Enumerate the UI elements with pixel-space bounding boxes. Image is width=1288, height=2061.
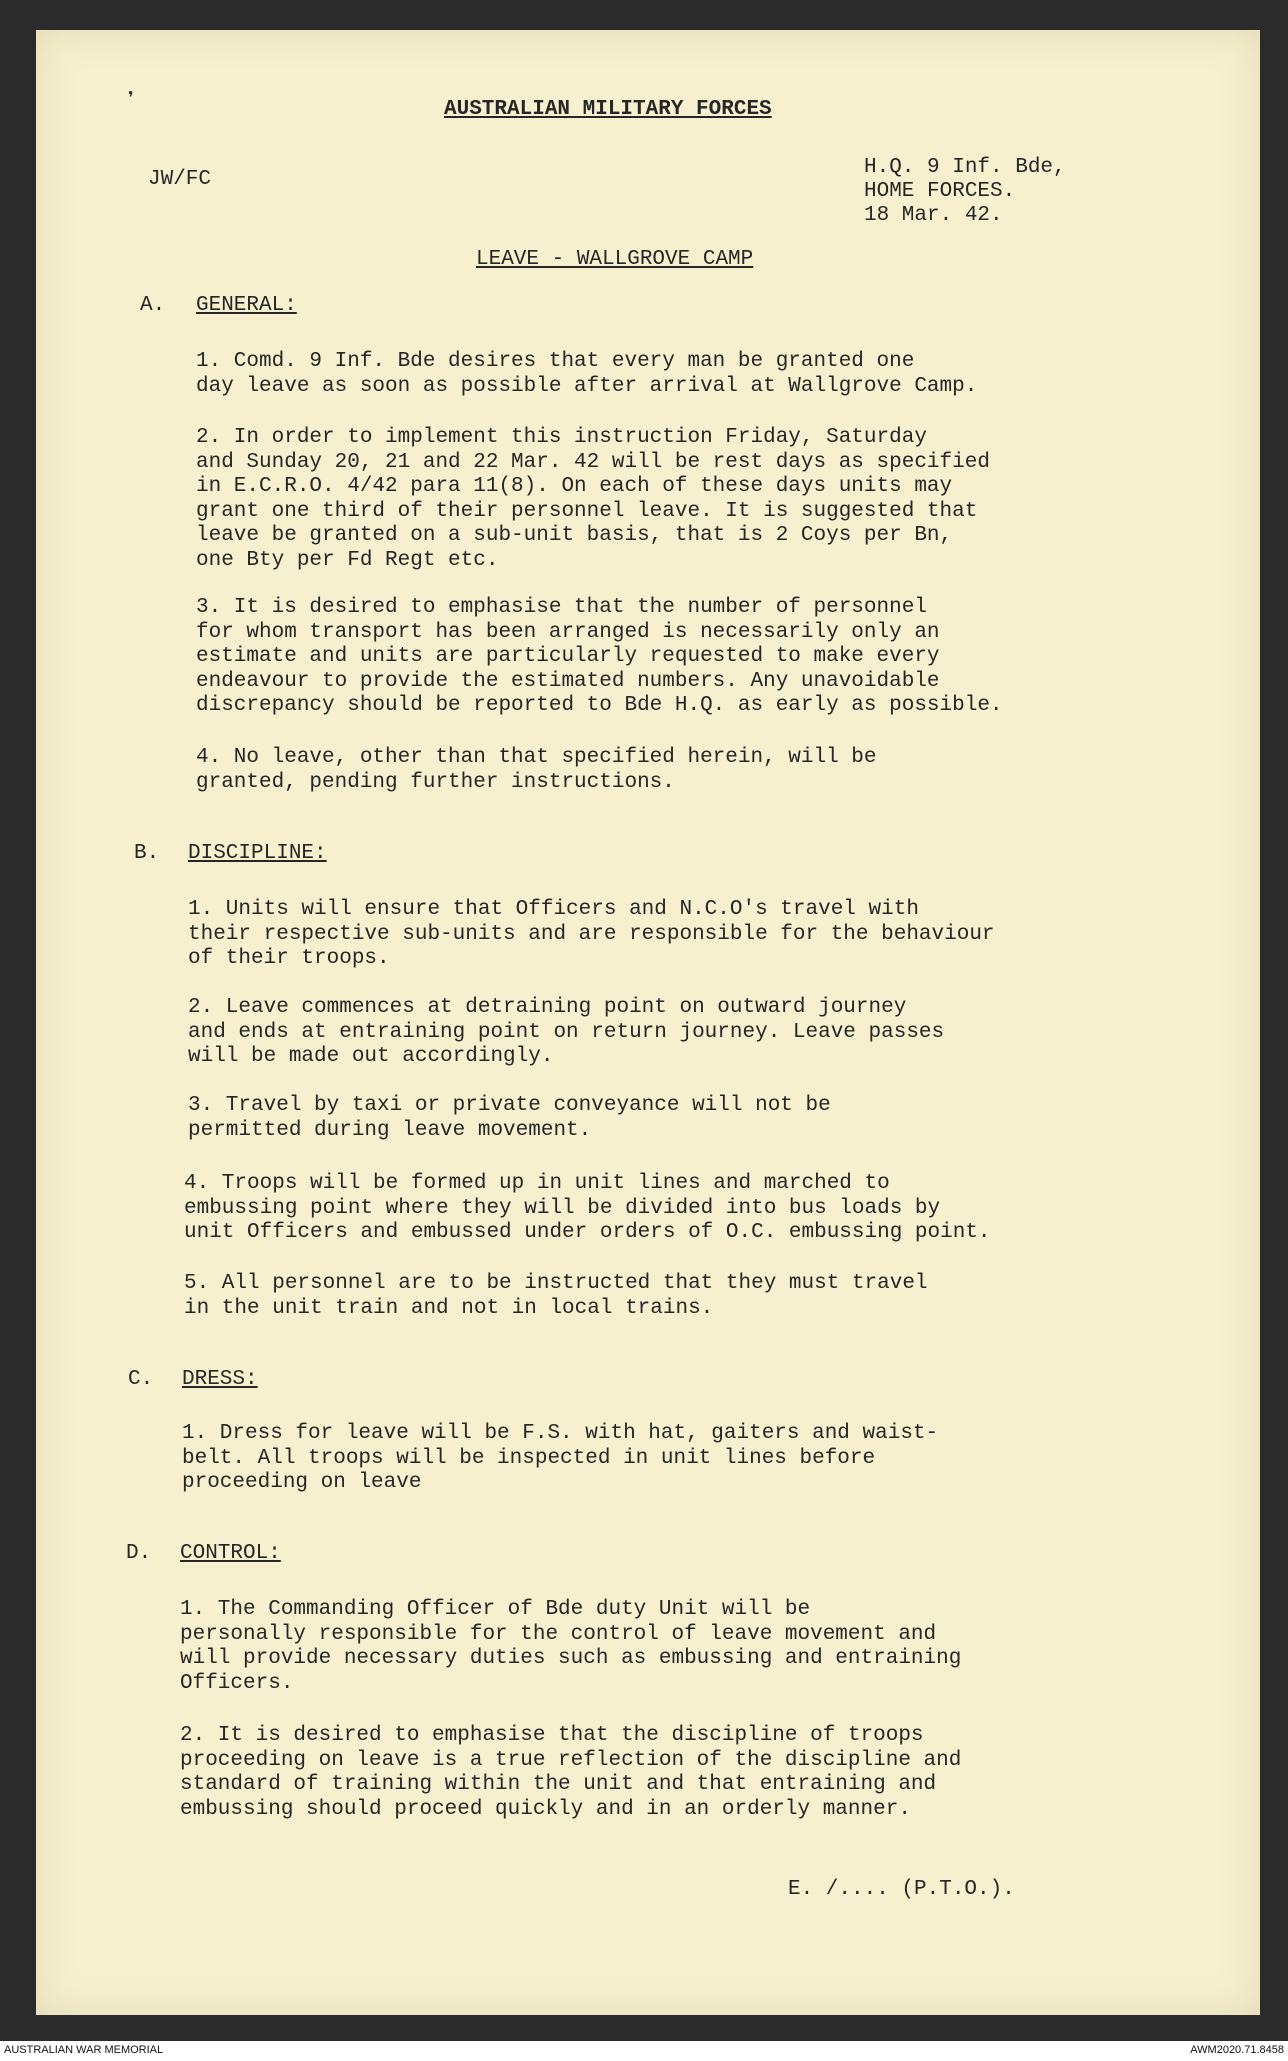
section-b-heading: DISCIPLINE:: [188, 842, 327, 865]
document-page: [36, 30, 1260, 2015]
document-title: AUSTRALIAN MILITARY FORCES: [444, 98, 772, 121]
reference-code: JW/FC: [148, 168, 212, 191]
section-a-letter: A.: [140, 294, 166, 317]
section-b-para-2: 2. Leave commences at detraining point on outward journey and ends at entraining point on return journey. Leave passes will be made out accordingly.: [188, 996, 945, 1068]
hq-line-2: HOME FORCES.: [864, 180, 1016, 203]
section-a-para-3: 3. It is desired to emphasise that the number of personnel for whom transport has been arranged is necessarily only an estimate and units are particularly requested to make every endeavour to provide the estimated numbers. Any unavoidable discrepancy should be reported to Bde H.Q. as early as possible.: [196, 596, 1003, 717]
archive-caption-right: AWM2020.71.8458: [1190, 2044, 1284, 2056]
section-a-para-1: 1. Comd. 9 Inf. Bde desires that every man be granted one day leave as soon as possible after arrival at Wallgrove Camp.: [196, 350, 978, 398]
section-c-letter: C.: [128, 1368, 154, 1391]
section-b-para-4: 4. Troops will be formed up in unit lines and marched to embussing point where they will be divided into bus loads by unit Officers and embussed under orders of O.C. embussing point.: [184, 1172, 991, 1244]
section-c-heading: DRESS:: [182, 1368, 258, 1391]
page-footer-pto: E. /.... (P.T.O.).: [788, 1878, 1015, 1901]
page-mark: ❜: [124, 89, 138, 114]
section-d-letter: D.: [126, 1542, 152, 1565]
document-subject: LEAVE - WALLGROVE CAMP: [476, 248, 754, 271]
section-a-para-2: 2. In order to implement this instruction Friday, Saturday and Sunday 20, 21 and 22 Mar. 42 will be rest days as specified in E.C.R.O. 4/42 para 11(8). On each of these days units may grant one third of their personnel leave. It is suggested that leave be granted on a sub-unit basis, that is 2 Coys per Bn, one Bty per Fd Regt etc.: [196, 426, 990, 572]
section-b-para-3: 3. Travel by taxi or private conveyance will not be permitted during leave movement.: [188, 1094, 831, 1142]
section-a-heading: GENERAL:: [196, 294, 297, 317]
section-b-letter: B.: [134, 842, 160, 865]
section-b-para-5: 5. All personnel are to be instructed that they must travel in the unit train and not in local trains.: [184, 1272, 928, 1320]
section-c-para-1: 1. Dress for leave will be F.S. with hat, gaiters and waist- belt. All troops will be inspected in unit lines before proceeding on leave: [182, 1422, 939, 1494]
section-d-heading: CONTROL:: [180, 1542, 281, 1565]
section-b-para-1: 1. Units will ensure that Officers and N.C.O's travel with their respective sub-units and are responsible for the behaviour of their troops.: [188, 898, 995, 970]
hq-line-1: H.Q. 9 Inf. Bde,: [864, 156, 1066, 179]
section-d-para-2: 2. It is desired to emphasise that the discipline of troops proceeding on leave is a true reflection of the discipline and standard of training within the unit and that entraining and embussing should proceed quickly and in an orderly manner.: [180, 1724, 962, 1821]
section-a-para-4: 4. No leave, other than that specified herein, will be granted, pending further instructions.: [196, 746, 877, 794]
section-d-para-1: 1. The Commanding Officer of Bde duty Unit will be personally responsible for the control of leave movement and will provide necessary duties such as embussing and entraining Officers.: [180, 1598, 962, 1695]
archive-caption-bar: [0, 2041, 1288, 2061]
archive-caption-left: AUSTRALIAN WAR MEMORIAL: [4, 2044, 164, 2056]
hq-line-3: 18 Mar. 42.: [864, 204, 1003, 227]
